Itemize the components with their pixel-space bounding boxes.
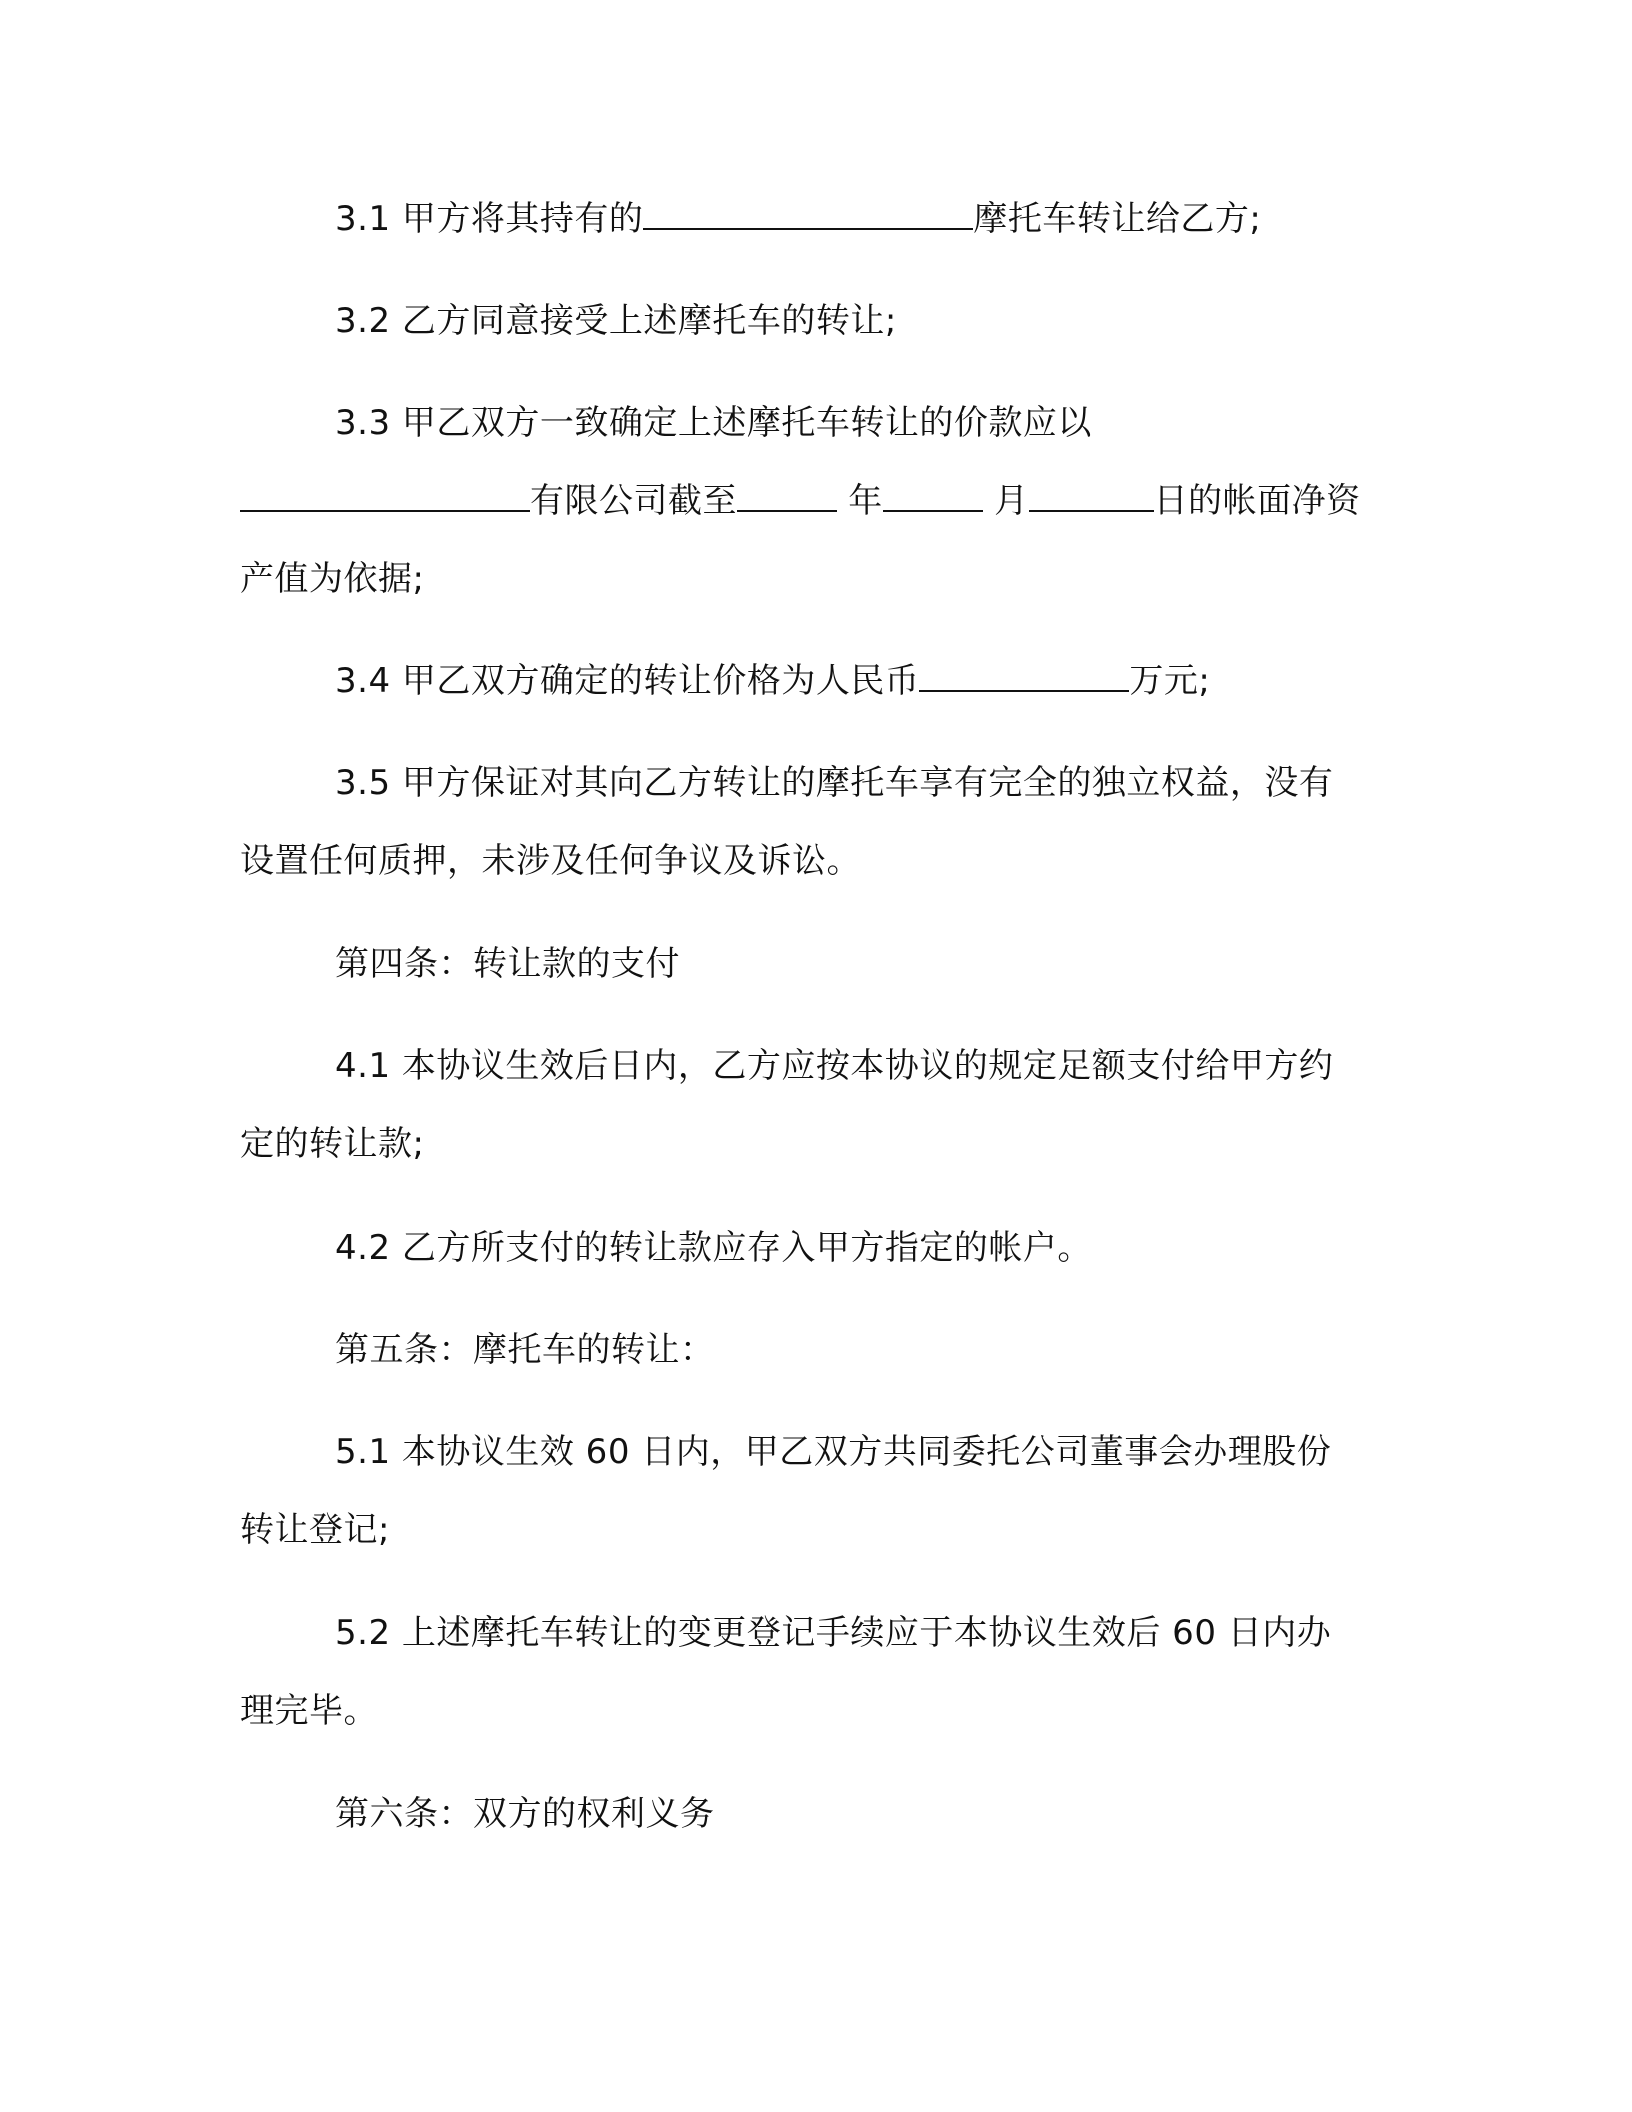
- month-label: 月: [982, 481, 1029, 521]
- clause-3-1: [240, 180, 1365, 258]
- clause-5-1: 5.1 本协议生效 60 日内，甲乙双方共同委托公司董事会办理股份转让登记;: [240, 1432, 1332, 1550]
- year-label: 年: [837, 481, 883, 521]
- year-blank: [737, 484, 837, 512]
- clause-3-2: 3.2 乙方同意接受上述摩托车的转让;: [335, 301, 897, 341]
- article-4-heading: 第四条：转让款的支付: [335, 944, 680, 984]
- clause-3-4: [240, 642, 1365, 720]
- clause-3-1-text-a: 3.1 甲方将其持有的: [335, 199, 644, 239]
- clause-3-1-text-b: 摩托车转让给乙方;: [973, 199, 1262, 239]
- month-blank: [883, 484, 983, 512]
- document-page: [240, 0, 1365, 2112]
- clause-3-3-text-c: 日的帐面净资产值为依据;: [240, 481, 1361, 599]
- clause-3-3-text-a: 3.3 甲乙双方一致确定上述摩托车转让的价款应以: [335, 403, 1092, 443]
- clause-3-3-text-b: 有限公司截至: [530, 481, 737, 521]
- company-blank: [240, 484, 530, 512]
- article-6-heading: 第六条：双方的权利义务: [335, 1794, 715, 1834]
- clause-3-4-text-a: 3.4 甲乙双方确定的转让价格为人民币: [335, 661, 920, 701]
- clause-4-2: 4.2 乙方所支付的转让款应存入甲方指定的帐户。: [335, 1228, 1092, 1268]
- clause-5-2: 5.2 上述摩托车转让的变更登记手续应于本协议生效后 60 日内办理完毕。: [240, 1613, 1332, 1731]
- article-5-heading: 第五条：摩托车的转让：: [335, 1330, 715, 1370]
- motorcycle-blank: [643, 202, 973, 230]
- clause-3-3: [240, 384, 1365, 618]
- clause-3-5: 3.5 甲方保证对其向乙方转让的摩托车享有完全的独立权益，没有设置任何质押，未涉及任何争议及诉讼。: [240, 763, 1334, 881]
- clause-4-1: 4.1 本协议生效后日内，乙方应按本协议的规定足额支付给甲方约定的转让款;: [240, 1046, 1334, 1164]
- price-blank: [919, 664, 1129, 692]
- day-blank: [1029, 484, 1154, 512]
- clause-3-4-text-b: 万元;: [1129, 661, 1211, 701]
